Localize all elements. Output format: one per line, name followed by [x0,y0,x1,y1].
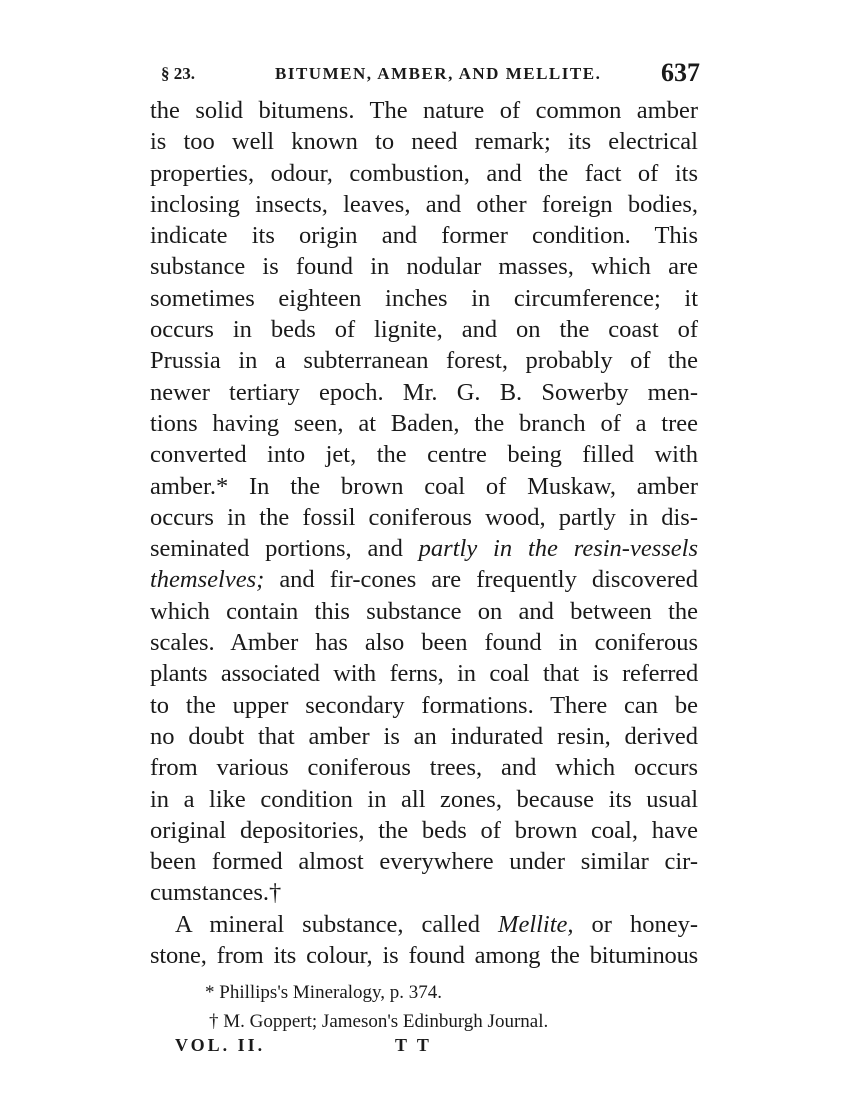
text-line: Prussia in a subterranean forest, probably of the [150,347,698,375]
signature-mark: T T [395,1035,432,1055]
text-line-mixed [150,533,698,564]
running-header [155,58,700,92]
text-line-mixed [150,564,698,595]
text-segment: A mineral substance, called [175,910,481,938]
italic-segment: Mellite, [498,910,574,938]
text-line: newer tertiary epoch. Mr. G. B. Sowerby men- [150,378,698,406]
text-line: plants associated with ferns, in coal that is referred [150,660,698,688]
italic-segment: partly in the resin-vessels [418,535,698,563]
page-number: 637 [661,58,700,87]
text-line: been formed almost everywhere under similar cir- [150,848,698,876]
text-line: no doubt that amber is an indurated resin, derived [150,722,698,750]
text-line: in a like condition in all zones, because its usual [150,785,698,813]
text-line: which contain this substance on and between the [150,597,698,625]
text-line: occurs in beds of lignite, and on the coast of [150,316,698,344]
text-line: original depositories, the beds of brown coal, have [150,816,698,844]
text-line: cumstances.† [150,879,282,907]
footnote: † M. Goppert; Jameson's Edinburgh Journal. [209,1011,549,1032]
footnote: * Phillips's Mineralogy, p. 374. [205,982,443,1003]
text-segment: or honey- [591,910,698,938]
text-line: scales. Amber has also been found in coniferous [150,629,698,657]
text-line: occurs in the fossil coniferous wood, partly in dis- [150,503,698,531]
text-line: the solid bitumens. The nature of common amber [150,97,698,124]
text-line: amber.* In the brown coal of Muskaw, amber [150,472,698,500]
text-line: to the upper secondary formations. There can be [150,691,698,719]
text-line: inclosing insects, leaves, and other foreign bodies, [150,190,698,218]
text-line: properties, odour, combustion, and the fact of its [150,159,698,187]
text-segment: and fir-cones are frequently discovered [279,566,698,594]
text-line: is too well known to need remark; its electrical [150,128,698,156]
text-line: sometimes eighteen inches in circumference; it [150,284,698,312]
body-text [150,95,698,971]
text-line: indicate its origin and former condition. This [150,222,698,250]
signature-line [175,1035,475,1056]
text-line: substance is found in nodular masses, which are [150,253,698,281]
text-line: stone, from its colour, is found among the bituminous [150,942,698,970]
text-line: tions having seen, at Baden, the branch of a tree [150,409,698,437]
footnotes [205,978,685,1036]
italic-segment: themselves; [150,566,265,594]
text-line: from various coniferous trees, and which occurs [150,754,698,782]
text-segment: seminated portions, and [150,535,403,563]
section-number: § 23. [161,64,195,83]
volume-mark: VOL. II. [175,1035,266,1055]
running-title: BITUMEN, AMBER, AND MELLITE. [275,64,602,83]
text-line: converted into jet, the centre being filled with [150,441,698,469]
text-line-mixed [150,909,698,940]
